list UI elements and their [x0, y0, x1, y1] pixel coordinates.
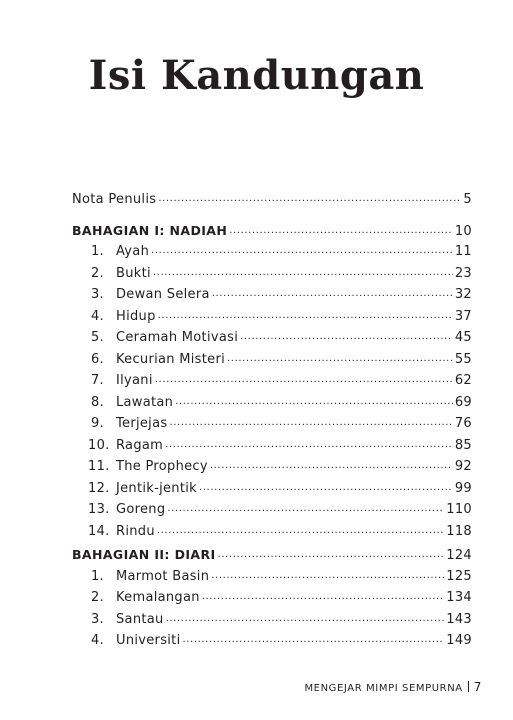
chapter-title: Ayah [116, 244, 150, 259]
chapter-title: Kecurian Misteri [116, 351, 226, 367]
chapter-title: Ceramah Motivasi [116, 330, 239, 345]
chapter-page: 92 [454, 459, 472, 474]
toc-chapter-entry[interactable] [88, 264, 472, 284]
page-number: 7 [473, 680, 482, 694]
chapter-number: 2. [90, 265, 104, 281]
chapter-number: 13. [88, 502, 110, 517]
chapter-title: Ilyani [116, 373, 153, 388]
dot-leader [229, 220, 453, 241]
chapter-page: 62 [454, 373, 472, 388]
chapter-page: 143 [446, 611, 472, 627]
page-title: Isi Kandungan [88, 52, 425, 99]
toc-chapter-entry[interactable] [88, 436, 472, 456]
chapter-page: 45 [454, 330, 472, 345]
toc-chapter-entry[interactable] [88, 522, 472, 542]
chapter-page: 118 [446, 523, 472, 539]
chapter-page: 85 [454, 437, 472, 453]
dot-leader [166, 608, 445, 629]
chapter-number: 2. [90, 590, 104, 605]
toc-section-page: 124 [446, 548, 472, 563]
dot-leader [155, 369, 453, 390]
toc-section-page: 10 [454, 223, 472, 239]
toc-chapter-entry[interactable] [88, 414, 472, 434]
chapter-page: 37 [454, 308, 472, 324]
chapter-title: Lawatan [116, 394, 174, 410]
chapter-title: Santau [116, 611, 164, 627]
toc-chapter-entry[interactable] [88, 350, 472, 370]
chapter-title: The Prophecy [116, 459, 208, 474]
dot-leader [158, 188, 461, 209]
chapter-title: Terjejas [116, 416, 168, 431]
chapter-number: 4. [90, 308, 104, 324]
chapter-page: 76 [454, 416, 472, 431]
toc-entry-label: Nota Penulis [72, 192, 157, 207]
toc-chapter-entry[interactable] [88, 479, 472, 499]
dot-leader [218, 544, 445, 565]
dot-leader [169, 412, 452, 433]
toc-section-label: BAHAGIAN II: DIARI [72, 547, 216, 562]
toc-chapter-entry[interactable] [88, 631, 472, 651]
chapter-number: 7. [90, 373, 104, 388]
chapter-title: Marmot Basin [116, 568, 210, 584]
dot-leader [210, 455, 453, 476]
dot-leader [175, 391, 453, 412]
footer-divider [468, 681, 469, 692]
dot-leader [167, 498, 444, 519]
chapter-number: 8. [90, 394, 104, 410]
toc-entry-page: 5 [463, 192, 472, 207]
page-footer [304, 680, 482, 694]
dot-leader [212, 283, 453, 304]
chapter-number: 4. [90, 633, 104, 648]
toc-chapter-entry[interactable] [88, 328, 472, 348]
chapter-page: 55 [454, 351, 472, 367]
toc-chapter-entry[interactable] [88, 500, 472, 520]
dot-leader [158, 305, 453, 326]
chapter-title: Jentik-jentik [116, 480, 197, 496]
chapter-page: 149 [446, 633, 472, 648]
toc-chapter-entry[interactable] [88, 610, 472, 630]
toc-chapter-entry[interactable] [88, 393, 472, 413]
toc-chapter-entry[interactable] [88, 588, 472, 608]
toc-chapter-entry[interactable] [88, 567, 472, 587]
toc-chapter-entry[interactable] [88, 285, 472, 305]
chapter-number: 11. [88, 459, 110, 474]
chapter-page: 32 [454, 287, 472, 302]
chapter-title: Goreng [116, 502, 166, 517]
dot-leader [211, 565, 444, 586]
chapter-title: Hidup [116, 308, 156, 324]
toc-chapter-entry[interactable] [88, 307, 472, 327]
chapter-page: 110 [446, 502, 472, 517]
dot-leader [183, 629, 445, 650]
toc-chapter-entry[interactable] [88, 457, 472, 477]
toc-entry-preface[interactable] [72, 190, 472, 210]
chapter-number: 3. [90, 287, 104, 302]
toc-section-heading[interactable] [72, 221, 472, 241]
chapter-title: Universiti [116, 633, 181, 648]
dot-leader [157, 520, 444, 541]
toc-section-heading[interactable] [72, 545, 472, 565]
chapter-title: Dewan Selera [116, 287, 210, 302]
chapter-title: Bukti [116, 265, 151, 281]
chapter-number: 1. [90, 568, 104, 584]
chapter-number: 5. [90, 330, 104, 345]
dot-leader [227, 348, 453, 369]
dot-leader [202, 586, 445, 607]
chapter-number: 1. [90, 244, 104, 259]
dot-leader [199, 477, 453, 498]
dot-leader [240, 326, 453, 347]
chapter-page: 125 [446, 568, 472, 584]
chapter-number: 6. [90, 351, 104, 367]
running-title: MENGEJAR MIMPI SEMPURNA [304, 683, 463, 694]
dot-leader [165, 434, 453, 455]
chapter-page: 23 [454, 265, 472, 281]
dot-leader [151, 240, 453, 261]
chapter-title: Ragam [116, 437, 164, 453]
chapter-number: 9. [90, 416, 104, 431]
chapter-number: 3. [90, 611, 104, 627]
toc-chapter-entry[interactable] [88, 371, 472, 391]
chapter-title: Kemalangan [116, 590, 200, 605]
chapter-number: 12. [88, 480, 110, 496]
chapter-number: 14. [88, 523, 110, 539]
chapter-page: 99 [454, 480, 472, 496]
chapter-number: 10. [88, 437, 110, 453]
chapter-page: 134 [446, 590, 472, 605]
toc-section-label: BAHAGIAN I: NADIAH [72, 222, 228, 238]
toc-chapter-entry[interactable] [88, 242, 472, 262]
chapter-title: Rindu [116, 523, 155, 539]
chapter-page: 69 [454, 394, 472, 410]
chapter-page: 11 [454, 244, 472, 259]
dot-leader [153, 262, 453, 283]
